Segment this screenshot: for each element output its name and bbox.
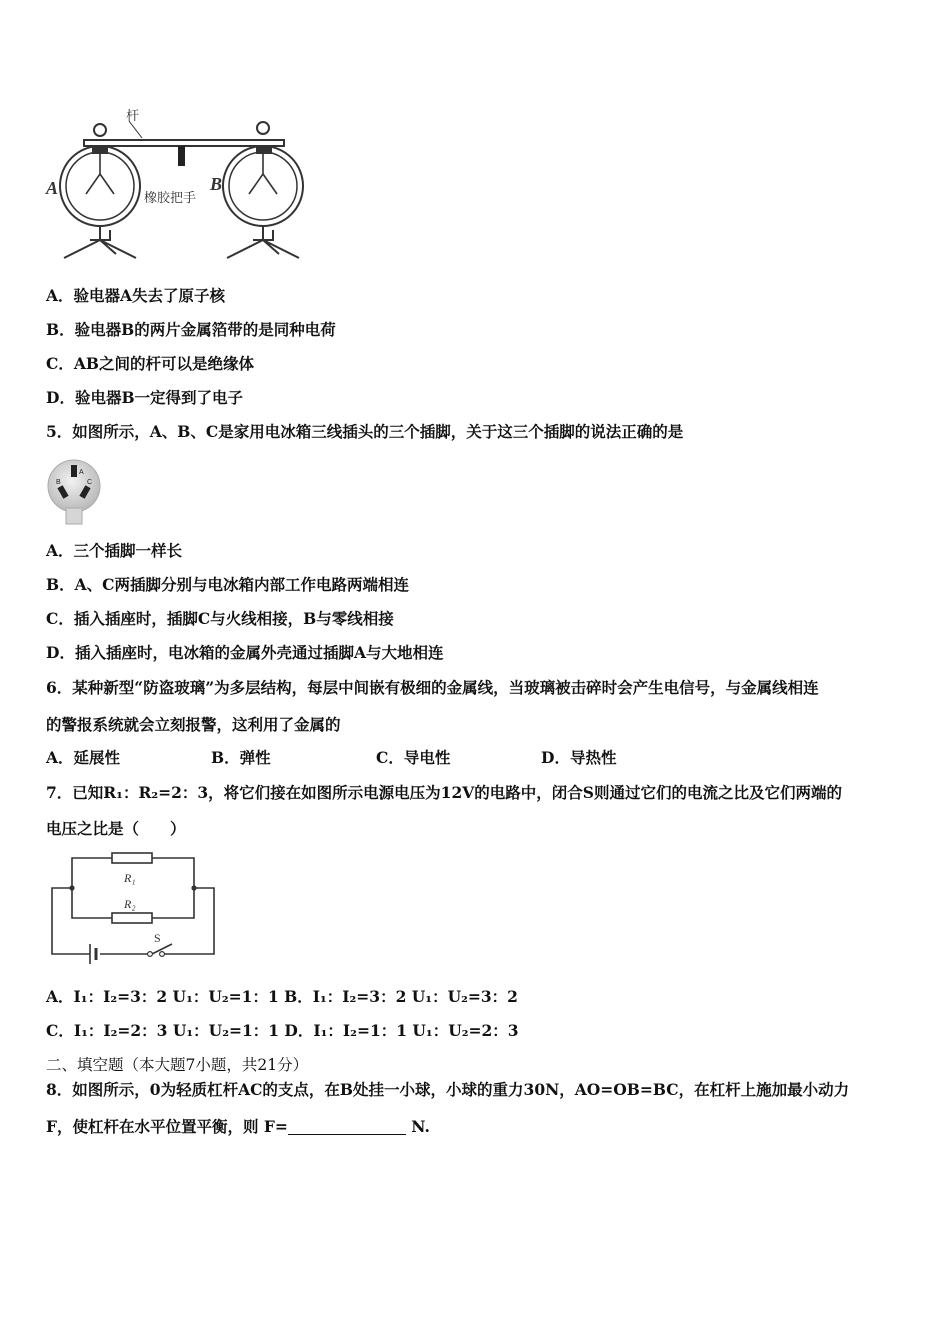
electroscope-a-label: A xyxy=(46,178,59,198)
q4-option-a: A．验电器A失去了原子核 xyxy=(46,286,226,305)
q4-option-b: B．验电器B的两片金属箔带的是同种电荷 xyxy=(46,320,336,339)
r1-label: R₁ xyxy=(124,871,136,885)
handle-label: 橡胶把手 xyxy=(144,190,197,205)
plug-figure xyxy=(44,456,106,528)
q7-options-line1: A．I₁：I₂=3：2 U₁：U₂=1：1 B．I₁：I₂=3：2 U₁：U₂=3：2 xyxy=(46,987,518,1006)
q8-stem-line1: 8．如图所示，0为轻质杠杆AC的支点，在B处挂一小球，小球的重力30N，AO=OB=BC，在杠杆上施加最小动力 xyxy=(46,1080,850,1099)
q6-stem-line1: 6．某种新型“防盗玻璃”为多层结构，每层中间嵌有极细的金属线，当玻璃被击碎时会产生电信号，与金属线相连 xyxy=(46,678,819,697)
q7-stem-text: 7．已知R₁：R₂=2：3，将它们接在如图所示电源电压为12V的电路中，闭合S则通过它们的电流之比及它们两端的 xyxy=(46,783,842,802)
r2-label: R₂ xyxy=(124,897,136,911)
q6-option-d: D．导热性 xyxy=(541,748,617,767)
q4-option-c: C．AB之间的杆可以是绝缘体 xyxy=(46,354,254,373)
electroscope-b-label: B xyxy=(210,174,223,194)
q7-stem-line1 xyxy=(46,783,842,803)
electroscope-figure xyxy=(44,108,306,266)
section-title: 二、填空题（本大题7小题，共21分） xyxy=(46,1056,309,1074)
q6-option-b: B．弹性 xyxy=(211,748,271,767)
q5-option-b: B．A、C两插脚分别与电冰箱内部工作电路两端相连 xyxy=(46,575,409,594)
q5-option-c: C．插入插座时，插脚C与火线相接，B与零线相接 xyxy=(46,609,394,628)
q8-stem-post: N. xyxy=(405,1117,430,1136)
switch-label: S xyxy=(154,931,161,945)
q6-option-c: C．导电性 xyxy=(376,748,451,767)
plug-label-b: B xyxy=(56,479,61,486)
q5-option-a: A．三个插脚一样长 xyxy=(46,541,183,560)
q8-stem-pre: F，使杠杆在水平位置平衡，则 F= xyxy=(46,1117,288,1136)
plug-label-c: C xyxy=(87,479,93,486)
q8-answer-blank[interactable] xyxy=(288,1120,406,1135)
plug-label-a: A xyxy=(79,469,84,476)
q7-options-line2: C．I₁：I₂=2：3 U₁：U₂=1：1 D．I₁：I₂=1：1 U₁：U₂=2：3 xyxy=(46,1021,519,1040)
q6-option-a: A．延展性 xyxy=(46,748,121,767)
circuit-figure xyxy=(44,850,222,966)
q5-stem: 5．如图所示，A、B、C是家用电冰箱三线插头的三个插脚，关于这三个插脚的说法正确的是 xyxy=(46,422,684,441)
q6-stem-line2: 的警报系统就会立刻报警，这利用了金属的 xyxy=(46,715,341,734)
q5-option-d: D．插入插座时，电冰箱的金属外壳通过插脚A与大地相连 xyxy=(46,643,444,662)
q4-option-d: D．验电器B一定得到了电子 xyxy=(46,388,244,407)
q7-stem-line2: 电压之比是（ ） xyxy=(46,819,186,838)
q8-stem-line2 xyxy=(46,1117,430,1137)
q6-options xyxy=(46,748,666,768)
rod-label: 杆 xyxy=(126,108,140,123)
